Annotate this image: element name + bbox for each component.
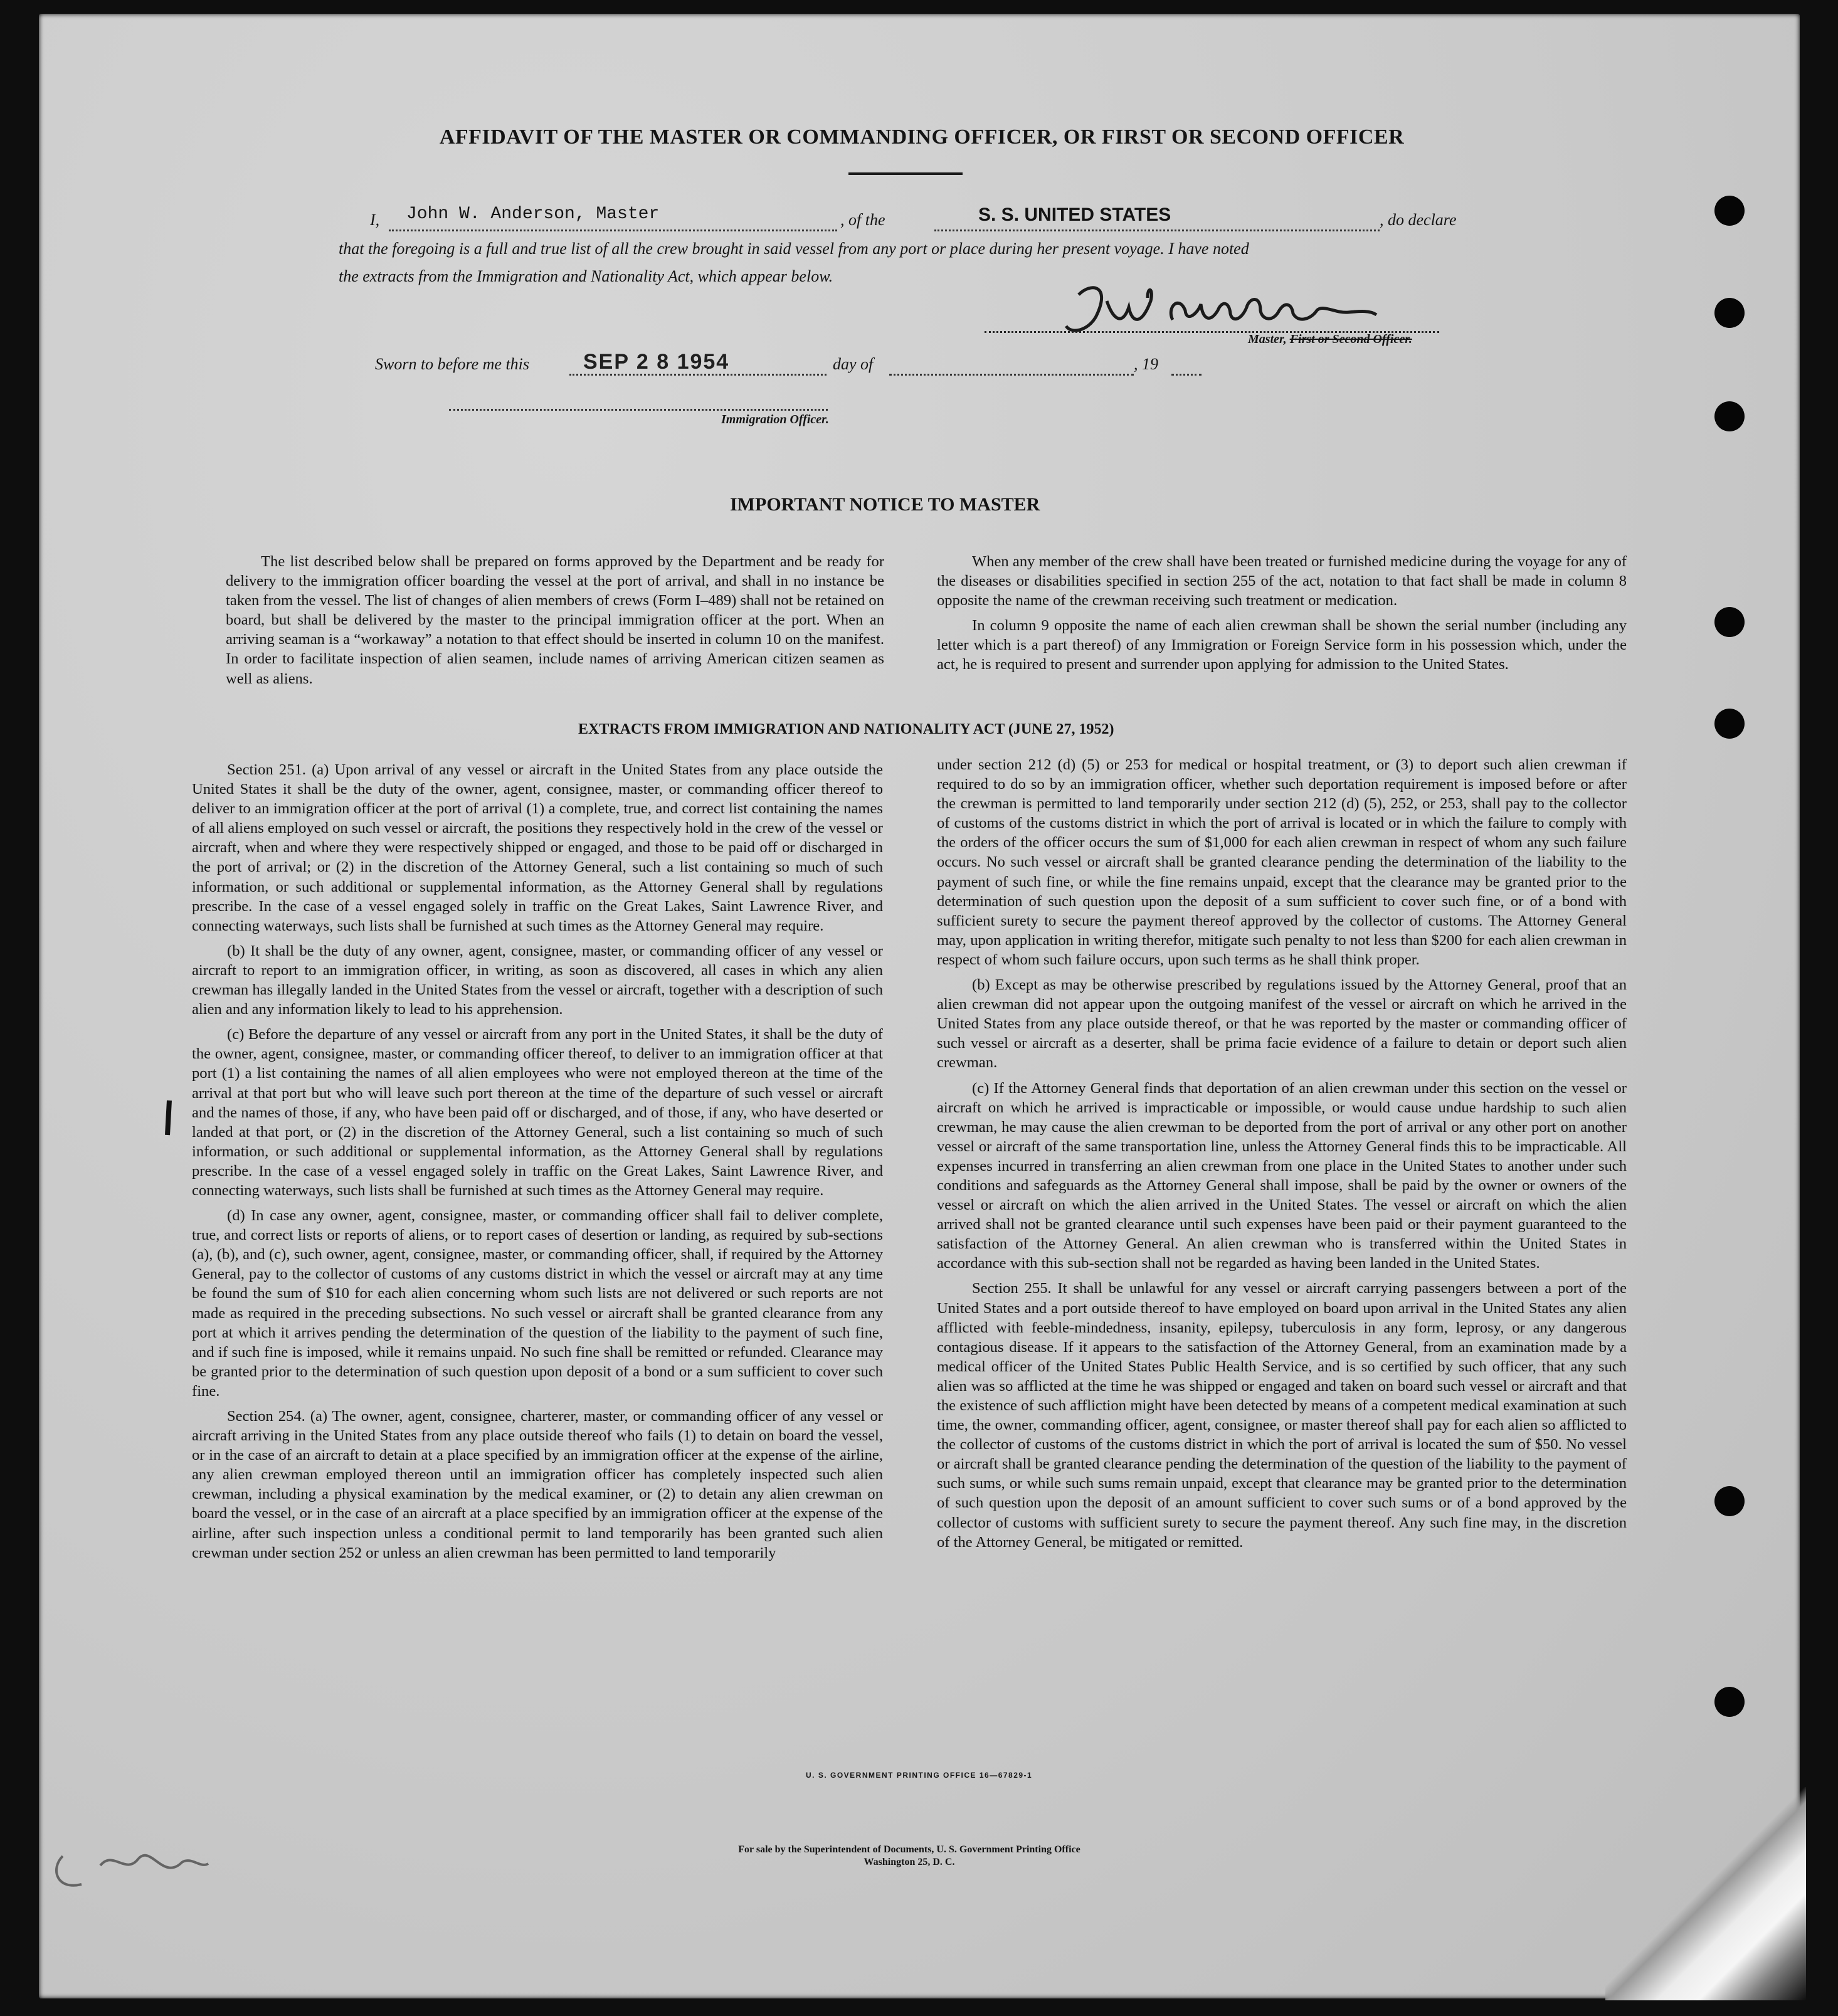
declaration-i-label: I, [370,211,380,229]
caption-first-or-second-officer: First or Second Officer. [1289,332,1412,346]
notice-right-column [937,552,1627,680]
section-254-a: Section 254. (a) The owner, agent, consignee, charterer, master, or commanding officer of any vessel or aircraft arriving in the United States from any place outside thereof who fails (1) to detain on board the vessel, or in the case of an aircraft to detain at a place specified by an immigration officer at the expense of the airline, any alien crewman employed thereon until an immigration officer has completely inspected such alien crewman, including a physical examination by the medical examiner, or (2) to detain any alien crewman on board the vessel, or in the case of an aircraft at a place specified by an immigration officer at the expense of the airline, after such inspection unless a conditional permit to land temporarily has been granted such alien crewman under section 252 or unless an alien crewman has been permitted to land temporarily [192,1408,883,1561]
sale-notice-line-1: For sale by the Superintendent of Documents, U. S. Government Printing Office [738,1844,1080,1855]
sworn-label: Sworn to before me this [375,355,530,373]
immigration-officer-signature-line [449,409,828,411]
vessel-name: S. S. UNITED STATES [978,204,1171,225]
handwritten-mark [160,1097,179,1141]
form-title: AFFIDAVIT OF THE MASTER OR COMMANDING OFFICER, OR FIRST OR SECOND OFFICER [439,125,1405,149]
notice-right-paragraph-2: In column 9 opposite the name of each alien crewman shall be shown the serial number (including any letter which is a part thereof) of any Immigration or Foreign Service form in his possession which, under the act, he is required to present and surrender upon applying for admission to the United States. [937,617,1627,673]
printing-office-imprint: U. S. GOVERNMENT PRINTING OFFICE 16—67829-1 [806,1771,1033,1780]
punch-hole [1714,298,1745,328]
section-251-c: (c) Before the departure of any vessel or aircraft from any port in the United States, it shall be the duty of the owner, agent, consignee, master, or commanding officer thereof, to deliver to an immigration officer at that port (1) a list containing the names of all alien employees who were not employed thereon at the time of the arrival at that port but who will leave such port thereon at the time of the departure of such vessel or aircraft and the names of those, if any, who have been paid off or discharged, and of those, if any, who have deserted or landed at that port, or (2) in the discretion of the Attorney General, such a list containing so much of such information, or such additional or supplemental information, as the Attorney General shall by regulations prescribe. In the case of a vessel engaged solely in traffic on the Great Lakes, Saint Lawrence River, and connecting waterways, such lists shall be furnished at such times as the Attorney General may require. [192,1026,883,1199]
declarant-field-line [389,230,837,231]
extracts-right-column [937,755,1627,1558]
punch-hole [1714,709,1745,739]
section-255: Section 255. It shall be unlawful for any vessel or aircraft carrying passengers between a port of the United States and a port outside thereof to have employed on board upon arrival in the United States any alien afflicted with feeble-mindedness, insanity, epilepsy, tuberculosis in any form, leprosy, or any dangerous contagious disease. If it appears to the satisfaction of the Attorney General, from an examination made by a medical officer of the United States Public Health Service, and is so certified by such officer, that any such alien was so afflicted at the time he was shipped or engaged and taken on board such vessel or aircraft and that the existence of such affliction might have been detected by means of a competent medical examination at such time, the owner, commanding officer, agent, consignee, or master thereof shall pay for each alien so afflicted to the collector of customs of the customs district in which the port of arrival is located the sum of $50. No vessel or aircraft shall be granted clearance pending the determination of the question of the liability to the payment of such sums, or while such sums remain unpaid, except that clearance may be granted prior to the determination of such question upon the deposit of an amount sufficient to cover such sums or of a bond approved by the collector of customs with sufficient surety to secure the payment thereof. Any such fine may, in the discretion of the Attorney General, be mitigated or remitted. [937,1280,1627,1551]
vessel-field-line [934,230,1380,231]
punch-hole [1714,401,1745,431]
notice-right-paragraph-1: When any member of the crew shall have been treated or furnished medicine during the voyage for any of the diseases or disabilities specified in section 255 of the act, notation to that fact shall be made in column 8 opposite the name of the crewman receiving such treatment or medication. [937,553,1627,610]
punch-hole [1714,196,1745,226]
section-251-d: (d) In case any owner, agent, consignee, master, or commanding officer shall fail to deliver complete, true, and correct lists or reports of aliens, or to report cases of desertion or landing, as required by sub-sections (a), (b), and (c), such owner, agent, consignee, master, or commanding officer, shall, if required by the Attorney General, pay to the collector of customs of any customs district in which the vessel or aircraft may at any time be found the sum of $10 for each alien concerning whom such lists are not delivered or such reports are not made as required in the preceding subsections. No such vessel or aircraft shall be granted clearance from any port at which it arrives pending the determination of the question of the liability to the payment of such fine, and if such fine is imposed, while it remains unpaid. No such fine shall be remitted or refunded. Clearance may be granted prior to the determination of such question upon deposit of a bond or a sum sufficient to cover such fine. [192,1207,883,1400]
sworn-year-prefix: , 19 [1134,355,1158,373]
sale-notice [564,1844,1254,1869]
declaration-line-2: that the foregoing is a full and true list of all the crew brought in said vessel from any port or place during her present voyage. I have noted [339,240,1249,258]
notice-heading: IMPORTANT NOTICE TO MASTER [730,494,1040,515]
extracts-heading: EXTRACTS FROM IMMIGRATION AND NATIONALITY ACT (JUNE 27, 1952) [578,721,1114,737]
section-251-b: (b) It shall be the duty of any owner, agent, consignee, master, or commanding officer of any vessel or aircraft to report to an immigration officer, in writing, as soon as discovered, all cases in which any alien crewman has illegally landed in the United States from the vessel or aircraft, together with a description of such alien and any information likely to lead to his apprehension. [192,942,883,1018]
declaration-line-3: the extracts from the Immigration and Nationality Act, which appear below. [339,267,833,285]
immigration-date-stamp: SEP 2 8 1954 [583,350,730,374]
section-251-a: Section 251. (a) Upon arrival of any vessel or aircraft in the United States from any place outside the United States it shall be the duty of the owner, agent, consignee, master, or commanding officer thereof to deliver to an immigration officer at the port of arrival (1) a complete, true, and correct list containing the names of all aliens employed on such vessel or aircraft, the positions they respectively hold in the crew of the vessel or aircraft, when and where they were respectively shipped or engaged, and those to be paid off or discharged in the port of arrival; or (2) in the discretion of the Attorney General, such a list containing so much of such information, or such additional or supplemental information, as the Attorney General shall by regulations prescribe. In the case of a vessel engaged solely in traffic on the Great Lakes, Saint Lawrence River, and connecting waterways, such lists shall be furnished at such times as the Attorney General may require. [192,761,883,934]
punch-hole [1714,607,1745,637]
section-254-b: (b) Except as may be otherwise prescribed by regulations issued by the Attorney General, proof that an alien crewman did not appear upon the outgoing manifest of the vessel or aircraft on which he arrived in the United States from any place outside thereof, or that he was reported by the master or commanding officer of such vessel or aircraft as a deserter, shall be prima facie evidence of a failure to detain or deport such alien crewman. [937,976,1627,1072]
folded-corner [1605,1787,1806,2000]
caption-master: Master, [1248,332,1287,346]
section-254-c: (c) If the Attorney General finds that deportation of an alien crewman under this section on the vessel or aircraft on which he arrived is impracticable or impossible, or would cause undue hardship to such alien crewman, he may cause the alien crewman to be deported from the port of arrival or any other port on another vessel or aircraft of the same transportation line, unless the Attorney General finds this to be impracticable. All expenses incurred in transferring an alien crewman from one place in the United States to another under such conditions and safeguards as the Attorney General shall impose, shall be paid by the owner or owners of the vessel or aircraft on which the alien arrived in the United States. The vessel or aircraft on which the alien arrived shall not be granted clearance until such expenses have been paid or their payment guaranteed to the satisfaction of the Attorney General. An alien crewman who is transferred within the United States in accordance with this sub-section shall not be regarded as having been landed in the United States. [937,1079,1627,1272]
extracts-left-column [192,755,883,1568]
sworn-year-field-line [1171,374,1202,376]
sworn-day-of-label: day of [833,355,874,373]
handwritten-mark [44,1831,219,1900]
sale-notice-line-2: Washington 25, D. C. [864,1857,955,1867]
signature-caption [1248,332,1412,347]
declaration-do-declare: , do declare [1380,211,1457,229]
declarant-name: John W. Anderson, Master [406,204,660,224]
punch-hole [1714,1486,1745,1516]
section-254-a-continued: under section 212 (d) (5) or 253 for medical or hospital treatment, or (3) to deport such alien crewman if required to do so by an immigration officer, whether such deportation requirement is imposed before or after the crewman is permitted to land temporarily under section 212 (d) (5), 252, or 253, shall pay to the collector of customs of the customs district in which the port of arrival is located or in which the failure to comply with the orders of the officer occurs the sum of $1,000 for each alien crewman in respect of whom any such failure occurs. No such vessel or aircraft shall be granted clearance pending the determination of the liability to the payment of such fine, or while the fine remains unpaid, except that the clearance may be granted prior to the determination of such question upon the deposit of a sum sufficient to cover such fine, or of a bond with sufficient surety to secure the payment thereof approved by the collector of customs. The Attorney General may, upon application in writing therefor, mitigate such penalty to not less than $200 for each alien crewman in respect of whom such failure occurs, upon such terms as he shall think proper. [937,756,1627,968]
declaration-of-the-label: , of the [840,211,885,229]
notice-left-paragraph: The list described below shall be prepared on forms approved by the Department and be ready for delivery to the immigration officer boarding the vessel at the port of arrival, and shall in no instance be taken from the vessel. The list of changes of alien members of crews (Form I–489) shall not be retained on board, but shall be delivered by the master to the principal immigration officer at the port. When an arriving seaman is a “workaway” a notation to that effect should be inserted in column 10 on the manifest. In order to facilitate inspection of alien seamen, include names of arriving American citizen seamen as well as aliens. [226,553,884,687]
immigration-officer-caption: Immigration Officer. [721,413,829,426]
title-underline [848,172,963,175]
punch-hole [1714,1687,1745,1717]
notice-left-column [226,552,884,694]
sworn-month-field-line [889,374,1134,376]
